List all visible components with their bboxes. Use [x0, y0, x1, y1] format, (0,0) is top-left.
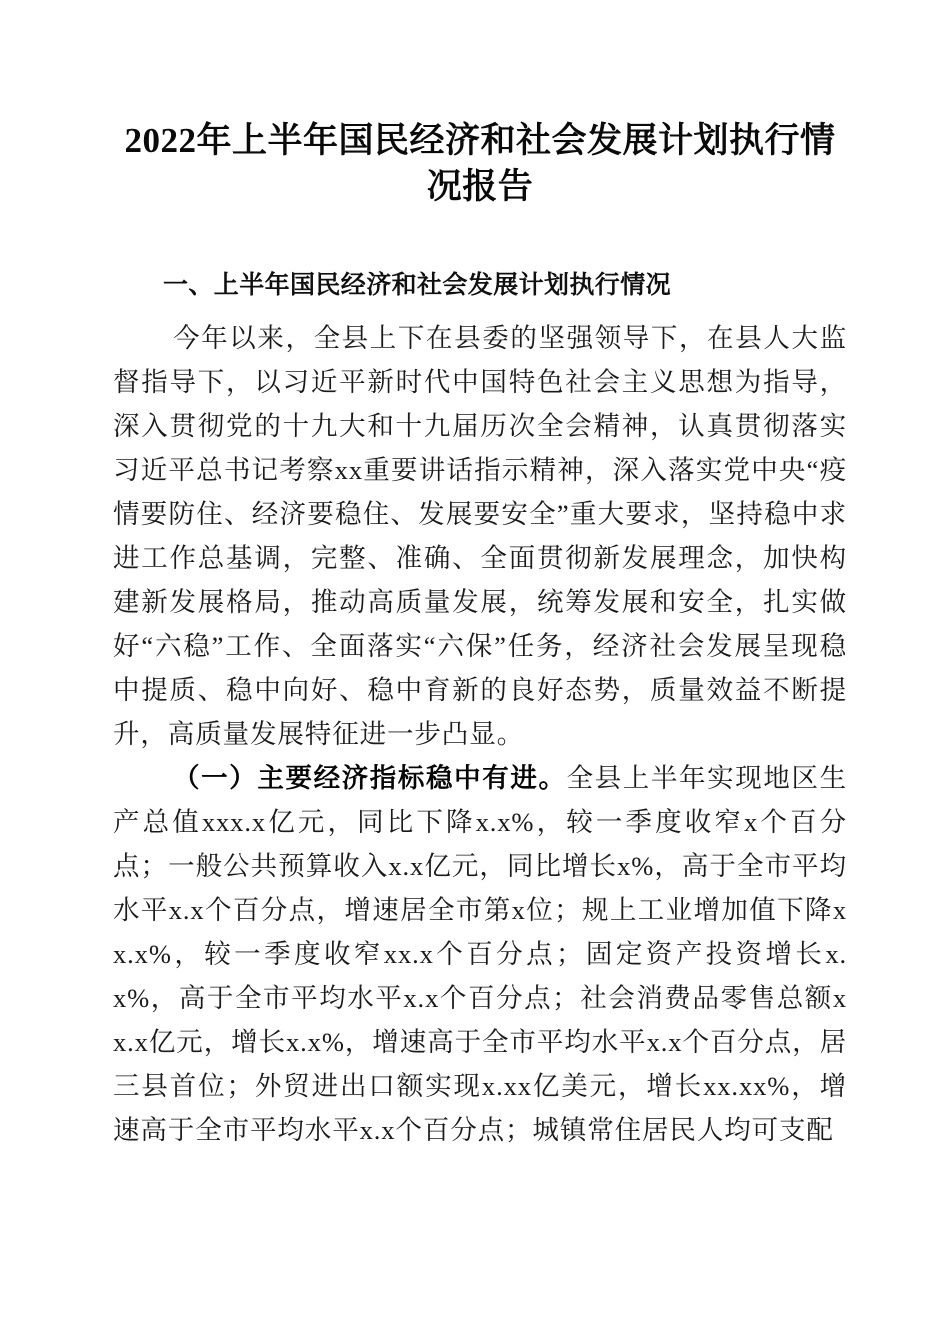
- paragraph-item-one-text: 全县上半年实现地区生产总值xxx.x亿元，同比下降x.x%，较一季度收窄x个百分点；一般公共预算收入x.x亿元，同比增长x%，高于全市平均水平x.x个百分点，增速居全市第x位；规上工业增加值下降xx.x%，较一季度收窄xx.x个百分点；固定资产投资增长x.x%，高于全市平均水平x.x个百分点；社会消费品零售总额xx.x亿元，增长x.x%，增速高于全市平均水平x.x个百分点，居三县首位；外贸进出口额实现x.xx亿美元，增长xx.xx%，增速高于全市平均水平x.x个百分点；城镇常住居民人均可支配: [113, 763, 847, 1145]
- page-title: 2022年上半年国民经济和社会发展计划执行情况报告: [124, 121, 836, 206]
- paragraph-intro-text: 今年以来，全县上下在县委的坚强领导下，在县人大监督指导下，以习近平新时代中国特色社会主义思想为指导，深入贯彻党的十九大和十九届历次全会精神，认真贯彻落实习近平总书记考察xx重要讲话指示精神，深入落实党中央“疫情要防住、经济要稳住、发展要安全”重大要求，坚持稳中求进工作总基调，完整、准确、全面贯彻新发展理念，加快构建新发展格局，推动高质量发展，统筹发展和安全，扎实做好“六稳”工作、全面落实“六保”任务，经济社会发展呈现稳中提质、稳中向好、稳中育新的良好态势，质量效益不断提升，高质量发展特征进一步凸显。: [113, 323, 847, 749]
- heading-paragraph-spacer: [113, 300, 847, 316]
- paragraph-item-one-lead: （一）主要经济指标稳中有进。: [173, 763, 567, 793]
- paragraph-item-one: [113, 756, 847, 1152]
- section-heading-one: 一、上半年国民经济和社会发展计划执行情况: [163, 271, 672, 299]
- title-heading-spacer: [113, 210, 847, 270]
- paragraph-intro: [113, 316, 847, 756]
- document-content: [113, 118, 847, 1152]
